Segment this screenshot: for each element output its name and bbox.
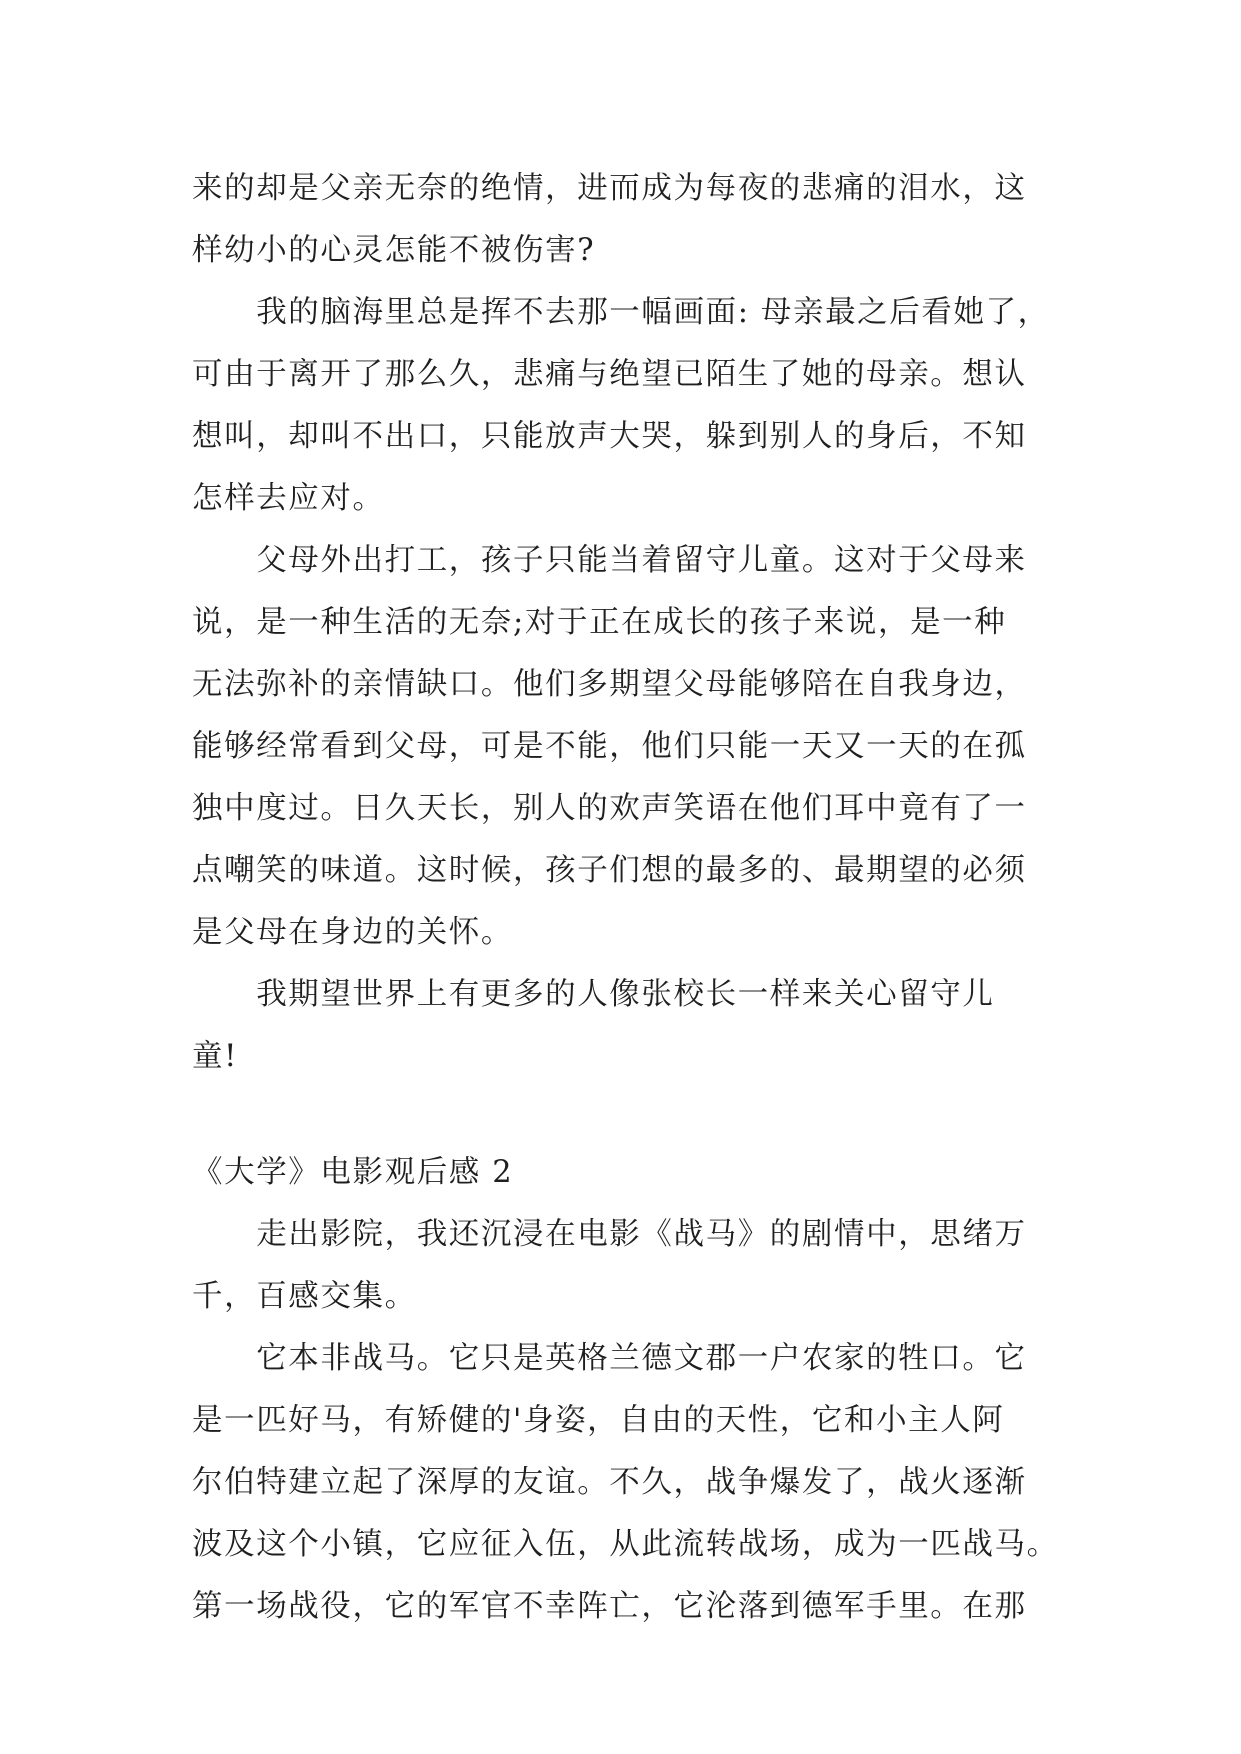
- text-line: 说，是一种生活的无奈;对于正在成长的孩子来说，是一种: [192, 605, 1007, 640]
- text-line: 是父母在身边的关怀。: [192, 915, 513, 950]
- text-line: 怎样去应对。: [192, 481, 385, 516]
- text-line: 第一场战役，它的军官不幸阵亡，它沦落到德军手里。在那: [192, 1589, 1027, 1624]
- text-line: 波及这个小镇，它应征入伍，从此流转战场，成为一匹战马。: [192, 1527, 1059, 1562]
- text-line: 我的脑海里总是挥不去那一幅画面: 母亲最之后看她了，: [192, 295, 1050, 330]
- text-line: 能够经常看到父母，可是不能，他们只能一天又一天的在孤: [192, 729, 1027, 764]
- text-line: 父母外出打工，孩子只能当着留守儿童。这对于父母来: [192, 543, 1027, 578]
- text-line: 无法弥补的亲情缺口。他们多期望父母能够陪在自我身边，: [192, 667, 1027, 702]
- text-line: 是一匹好马，有矫健的'身姿，自由的天性，它和小主人阿: [192, 1403, 1005, 1438]
- paragraph-gap: [192, 1088, 1092, 1142]
- text-line: 来的却是父亲无奈的绝情，进而成为每夜的悲痛的泪水，这: [192, 171, 1027, 206]
- text-line: 它本非战马。它只是英格兰德文郡一户农家的牲口。它: [192, 1341, 1027, 1376]
- text-line: 点嘲笑的味道。这时候，孩子们想的最多的、最期望的必须: [192, 853, 1027, 888]
- text-line: 样幼小的心灵怎能不被伤害?: [192, 233, 596, 268]
- document-body: [192, 158, 1092, 1638]
- text-line: 想叫，却叫不出口，只能放声大哭，躲到别人的身后，不知: [192, 419, 1027, 454]
- text-line: 千，百感交集。: [192, 1279, 417, 1314]
- text-line: 可由于离开了那么久，悲痛与绝望已陌生了她的母亲。想认: [192, 357, 1027, 392]
- text-line: 尔伯特建立起了深厚的友谊。不久，战争爆发了，战火逐渐: [192, 1465, 1027, 1500]
- text-line: 走出影院，我还沉浸在电影《战马》的剧情中，思绪万: [192, 1217, 1027, 1252]
- text-line: 我期望世界上有更多的人像张校长一样来关心留守儿: [192, 977, 995, 1012]
- text-line: 独中度过。日久天长，别人的欢声笑语在他们耳中竟有了一: [192, 791, 1027, 826]
- text-line: 童!: [192, 1039, 238, 1074]
- section-heading: 《大学》电影观后感 2: [192, 1155, 514, 1190]
